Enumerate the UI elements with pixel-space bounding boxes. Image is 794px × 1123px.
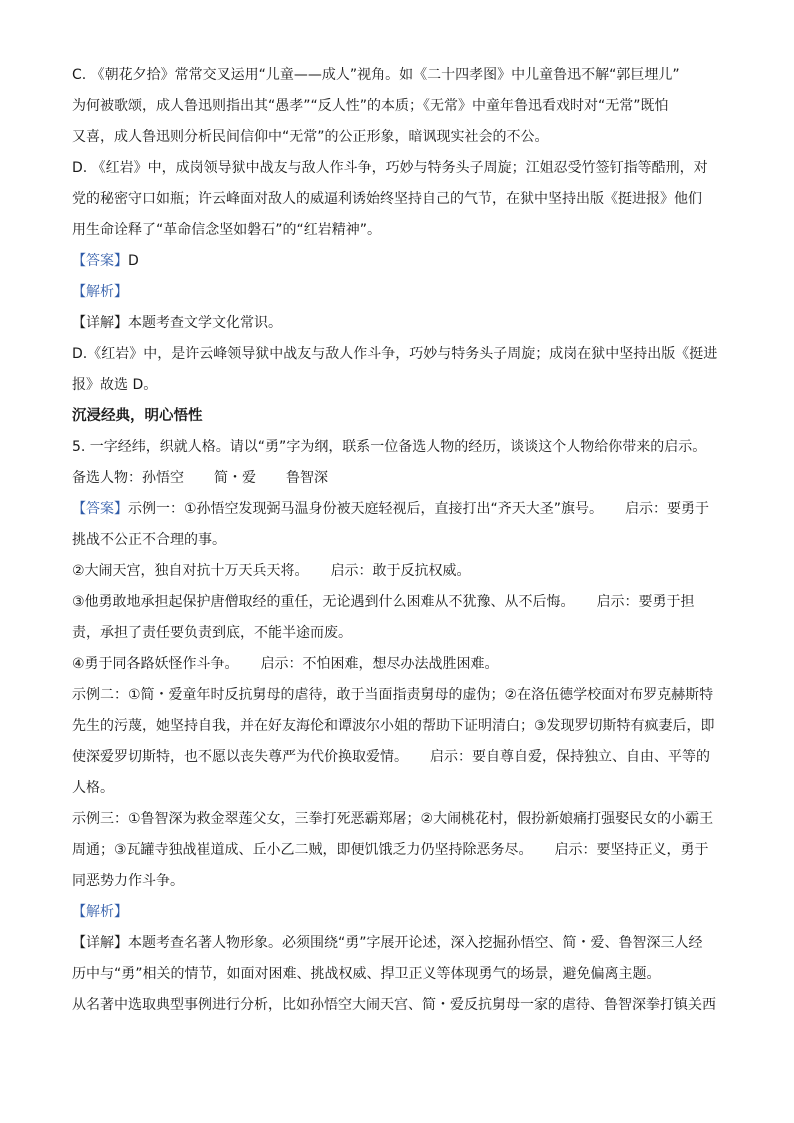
candidate-item: 简・爱 [214, 470, 256, 486]
detail-line: D.《红岩》中，是许云峰领导狱中战友与敌人作斗争，巧妙与特务头子周旋；成岗在狱中坚持出版《挺进 [72, 346, 718, 362]
example-text: ④勇于同各路妖怪作斗争。 [72, 656, 239, 672]
detail-text: 本题考查名著人物形象。必须围绕“勇”字展开论述，深入挖掘孙悟空、简・爱、鲁智深三人经 [128, 935, 703, 951]
insight-text: 启示：要自尊自爱，保持独立、自由、平等的 [430, 749, 710, 765]
example-text: 周通；③瓦罐寺独战崔道成、丘小乙二贼，即便饥饿乏力仍坚持除恶务尽。 [72, 842, 533, 858]
example-line [72, 835, 724, 866]
analysis-line [72, 897, 724, 928]
option-c-line: C. 《朝花夕拾》常常交叉运用“儿童——成人”视角。如《二十四孝图》中儿童鲁迅不解“郭巨埋儿” [72, 67, 680, 83]
insight-text: 启示：不怕困难，想尽办法战胜困难。 [260, 656, 499, 672]
example-line: 示例二：①简・爱童年时反抗舅母的虐待，敢于当面指责舅母的虚伪；②在洛伍德学校面对布罗克赫斯特 [72, 687, 714, 703]
answer-line [72, 246, 724, 277]
example-text: ②大闹天宫，独自对抗十万天兵天将。 [72, 563, 309, 579]
answer-tag: 【答案】 [72, 501, 128, 517]
option-d-line: 党的秘密守口如瓶；许云峰面对敌人的威逼利诱始终坚持自己的气节，在狱中坚持出版《挺进报》他们 [72, 191, 702, 207]
analysis-tag: 【解析】 [72, 284, 128, 300]
detail-line: 从名著中选取典型事例进行分析，比如孙悟空大闹天宫、简・爱反抗舅母一家的虐待、鲁智深拳打镇关西 [72, 997, 716, 1013]
example-line [72, 742, 724, 773]
example-line [72, 587, 724, 618]
detail-line [72, 928, 724, 959]
answer-line [72, 494, 724, 525]
example-line: 示例三：①鲁智深为救金翠莲父女，三拳打死恶霸郑屠；②大闹桃花村，假扮新娘痛打强娶民女的小霸王 [72, 811, 714, 827]
document-page [72, 60, 724, 1021]
detail-line: 历中与“勇”相关的情节，如面对困难、挑战权威、捍卫正义等体现勇气的场景，避免偏离主题。 [72, 966, 661, 982]
option-d-line: D. 《红岩》中，成岗领导狱中战友与敌人作斗争，巧妙与特务头子周旋；江姐忍受竹签钉指等酷刑，对 [72, 160, 708, 176]
question-stem: 5. 一字经纬，织就人格。请以“勇”字为纲，联系一位备选人物的经历，谈谈这个人物给你带来的启示。 [72, 439, 707, 455]
section-heading: 沉浸经典，明心悟性 [72, 408, 203, 424]
detail-tag: 【详解】 [72, 935, 128, 951]
analysis-tag: 【解析】 [72, 904, 128, 920]
answer-value: D [128, 253, 139, 269]
candidates-line [72, 463, 724, 494]
example-line: 同恶势力作斗争。 [72, 873, 184, 889]
example-line: 挑战不公正不合理的事。 [72, 532, 226, 548]
candidates-label: 备选人物：孙悟空 [72, 470, 184, 486]
insight-text: 启示：要勇于 [625, 501, 710, 517]
example-line: 责，承担了责任要负责到底，不能半途而废。 [72, 625, 352, 641]
detail-line: 报》故选 D。 [72, 377, 158, 393]
analysis-line [72, 277, 724, 308]
example-text: 使深爱罗切斯特，也不愿以丧失尊严为代价换取爱情。 [72, 749, 408, 765]
example-text: 示例一：①孙悟空发现弼马温身份被天庭轻视后，直接打出“齐天大圣”旗号。 [128, 501, 604, 517]
detail-text: 本题考查文学文化常识。 [128, 315, 282, 331]
candidate-item: 鲁智深 [286, 470, 328, 486]
example-line [72, 556, 724, 587]
detail-tag: 【详解】 [72, 315, 128, 331]
example-line: 人格。 [72, 780, 114, 796]
detail-line [72, 308, 724, 339]
answer-tag: 【答案】 [72, 253, 128, 269]
example-line [72, 649, 724, 680]
insight-text: 启示：要勇于担 [596, 594, 695, 610]
insight-text: 启示：敢于反抗权威。 [330, 563, 471, 579]
insight-text: 启示：要坚持正义，勇于 [554, 842, 709, 858]
option-d-line: 用生命诠释了“革命信念坚如磐石”的“红岩精神”。 [72, 222, 382, 238]
example-text: ③他勇敢地承担起保护唐僧取经的重任，无论遇到什么困难从不犹豫、从不后悔。 [72, 594, 575, 610]
option-c-line: 又喜，成人鲁迅则分析民间信仰中“无常”的公正形象，暗讽现实社会的不公。 [72, 129, 549, 145]
example-line: 先生的污蔑，她坚持自我，并在好友海伦和谭波尔小姐的帮助下证明清白；③发现罗切斯特有疯妻后，即 [72, 718, 715, 734]
option-c-line: 为何被歌颂，成人鲁迅则指出其“愚孝”“反人性”的本质；《无常》中童年鲁迅看戏时对“无常”既怕 [72, 98, 669, 114]
